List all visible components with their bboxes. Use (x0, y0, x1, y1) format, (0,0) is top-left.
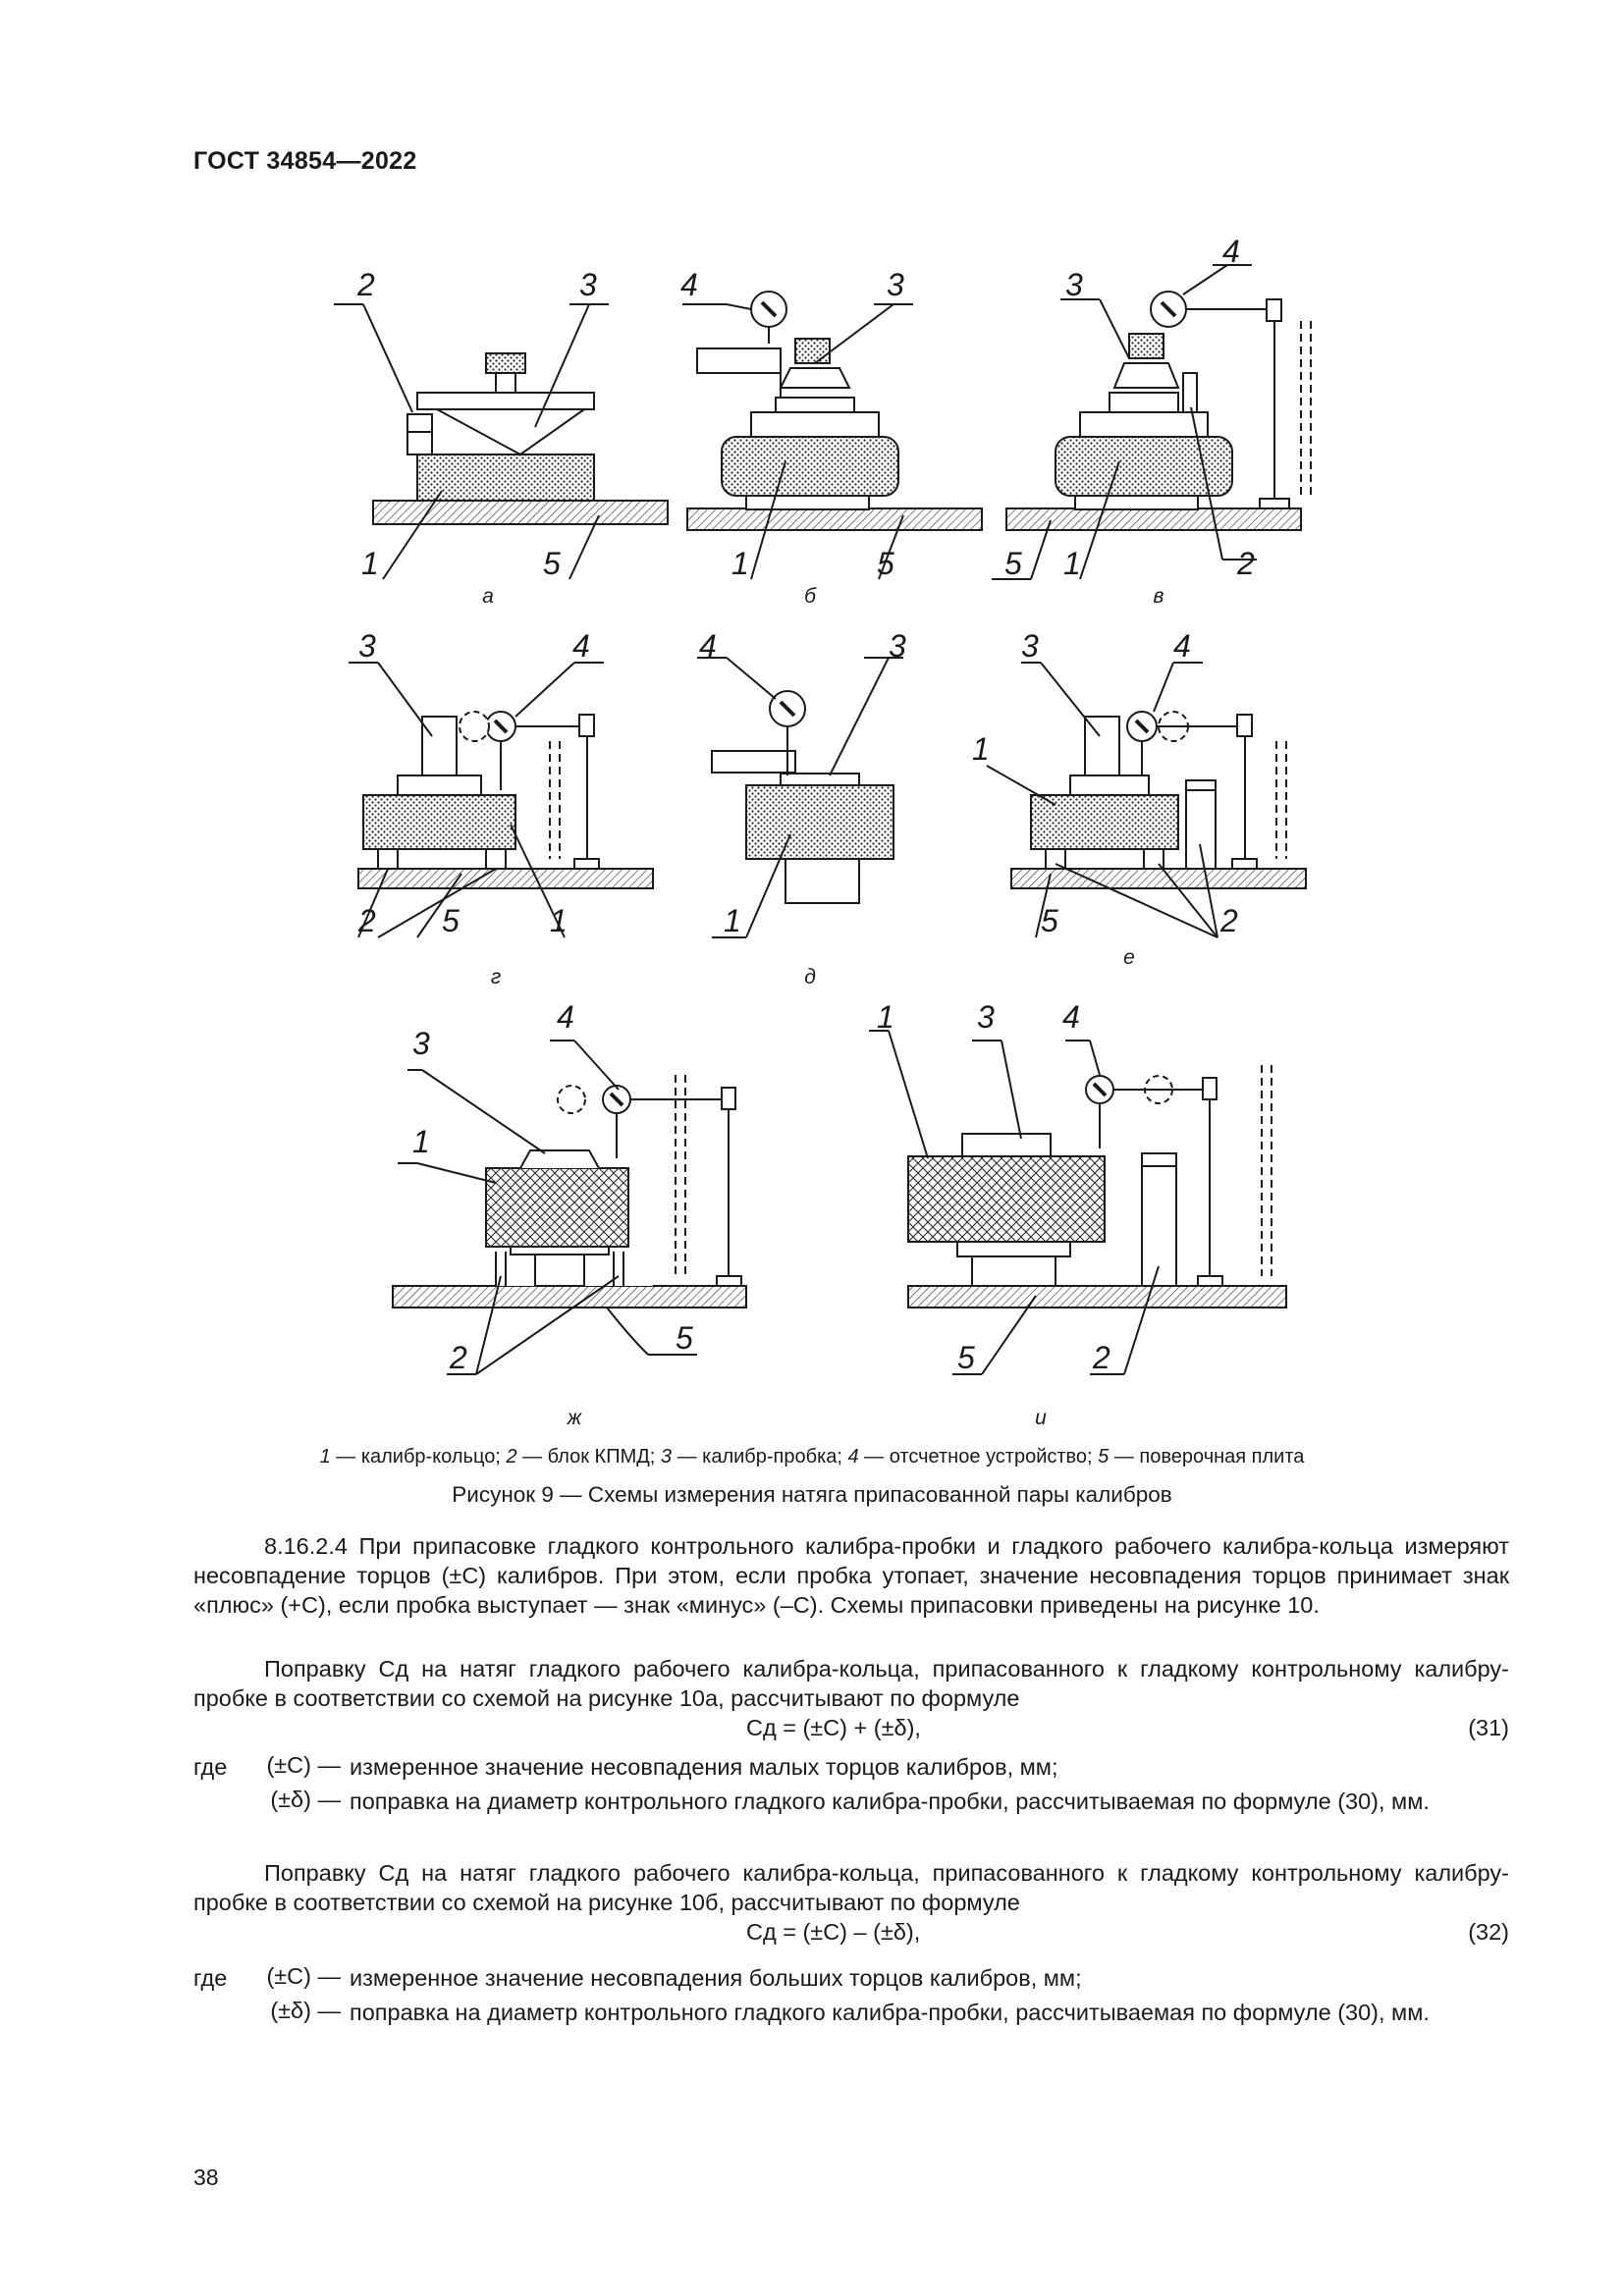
callout-3: 3 (887, 267, 904, 302)
where-label-2: где (193, 1965, 228, 1991)
panel-label-zh: ж (567, 1407, 582, 1429)
panel-d-drawing (697, 658, 903, 937)
callout-2: 2 (1237, 546, 1255, 581)
callout-3: 3 (889, 628, 906, 664)
where-symbol-c: (±C) — (266, 1752, 341, 1778)
callout-1: 1 (731, 546, 749, 581)
callout-1: 1 (724, 903, 741, 938)
callout-5: 5 (1041, 903, 1058, 938)
callout-2: 2 (1220, 903, 1238, 938)
callout-1: 1 (877, 999, 894, 1035)
panel-label-g: г (490, 966, 502, 988)
formula-31: Cд = (±C) + (±δ), (746, 1715, 921, 1740)
callout-1: 1 (1063, 546, 1081, 581)
figure-caption: Рисунок 9 — Схемы измерения натяга припасованной пары калибров (452, 1482, 1172, 1507)
callout-5: 5 (543, 546, 561, 581)
panel-v-drawing (992, 265, 1311, 579)
callout-5: 5 (957, 1340, 975, 1375)
where-desc-c-2: измеренное значение несовпадения больших торцов калибров, мм; (350, 1965, 1082, 1991)
callout-1: 1 (412, 1124, 430, 1159)
callout-1: 1 (972, 731, 990, 767)
callout-3: 3 (579, 267, 597, 302)
where-symbol-c-2: (±C) — (266, 1963, 341, 1989)
callout-3: 3 (1065, 267, 1083, 302)
paragraph-formula-32-intro: Поправку Cд на натяг гладкого рабочего калибра-кольца, припасованного к гладкому контрольному калибру-пробке в соответствии со схемой на рисунке 10б, рассчитывают по формуле (193, 1860, 1509, 1915)
callout-3: 3 (977, 999, 995, 1035)
figure-legend: 1 — калибр-кольцо; 2 — блок КПМД; 3 — калибр-пробка; 4 — отсчетное устройство; 5 — поверочная плита (319, 1446, 1305, 1468)
panel-label-e: е (1123, 946, 1135, 969)
callout-4: 4 (557, 999, 574, 1035)
callout-5: 5 (442, 903, 460, 938)
callout-4: 4 (1173, 628, 1191, 664)
callout-2: 2 (357, 267, 375, 302)
callout-1: 1 (361, 546, 379, 581)
where-desc-delta-2: поправка на диаметр контрольного гладкого калибра-пробки, рассчитываемая по формуле (30), мм. (350, 2000, 1430, 2025)
where-desc-delta: поправка на диаметр контрольного гладкого калибра-пробки, рассчитываемая по формуле (30), мм. (350, 1789, 1430, 1814)
panel-label-v: в (1153, 585, 1164, 608)
where-symbol-delta-2: (±δ) — (270, 1998, 341, 2023)
callout-3: 3 (412, 1026, 430, 1061)
callout-3: 3 (358, 628, 376, 664)
panel-label-a: а (482, 585, 494, 608)
callout-5: 5 (877, 546, 894, 581)
callout-1: 1 (550, 903, 568, 938)
formula-31-number: (31) (1468, 1715, 1509, 1740)
callout-2: 2 (358, 903, 376, 938)
panel-label-d: д (804, 966, 816, 988)
panel-label-b: б (804, 585, 816, 608)
panel-b-drawing (682, 292, 982, 579)
panel-a-drawing (334, 304, 668, 579)
document-header: ГОСТ 34854—2022 (193, 147, 417, 175)
callout-4: 4 (699, 628, 717, 664)
where-desc-c: измеренное значение несовпадения малых торцов калибров, мм; (350, 1754, 1058, 1780)
callout-3: 3 (1021, 628, 1039, 664)
callout-4: 4 (680, 267, 698, 302)
paragraph-8-16-2-4: 8.16.2.4 При припасовке гладкого контрольного калибра-пробки и гладкого рабочего калибра-кольца измеряют несовпадение торцов (±C) калибров. При этом, если пробка утопает, значение несовпадения торцов принимает знак «плюс» (+C), если пробка выступает — знак «минус» (–C). Схемы припасовки приведены на рисунке 10. (193, 1533, 1509, 1618)
callout-4: 4 (1222, 234, 1240, 269)
page-number: 38 (193, 2164, 219, 2190)
panel-label-i: и (1035, 1407, 1047, 1429)
callout-4: 4 (1062, 999, 1080, 1035)
callout-5: 5 (676, 1320, 693, 1356)
callout-2: 2 (450, 1340, 467, 1375)
paragraph-formula-31-intro: Поправку Cд на натяг гладкого рабочего калибра-кольца, припасованного к гладкому контрольному калибру-пробке в соответствии со схемой на рисунке 10а, рассчитывают по формуле (193, 1656, 1509, 1711)
formula-32: Cд = (±C) – (±δ), (746, 1919, 921, 1945)
where-symbol-delta: (±δ) — (270, 1787, 341, 1812)
panel-g-drawing (349, 663, 653, 937)
panel-e-drawing (987, 663, 1306, 937)
callout-2: 2 (1093, 1340, 1110, 1375)
callout-4: 4 (572, 628, 590, 664)
where-label: где (193, 1754, 228, 1780)
formula-32-number: (32) (1468, 1919, 1509, 1945)
panel-i-drawing (869, 1031, 1286, 1374)
panel-zh-drawing (393, 1041, 746, 1374)
callout-5: 5 (1004, 546, 1022, 581)
